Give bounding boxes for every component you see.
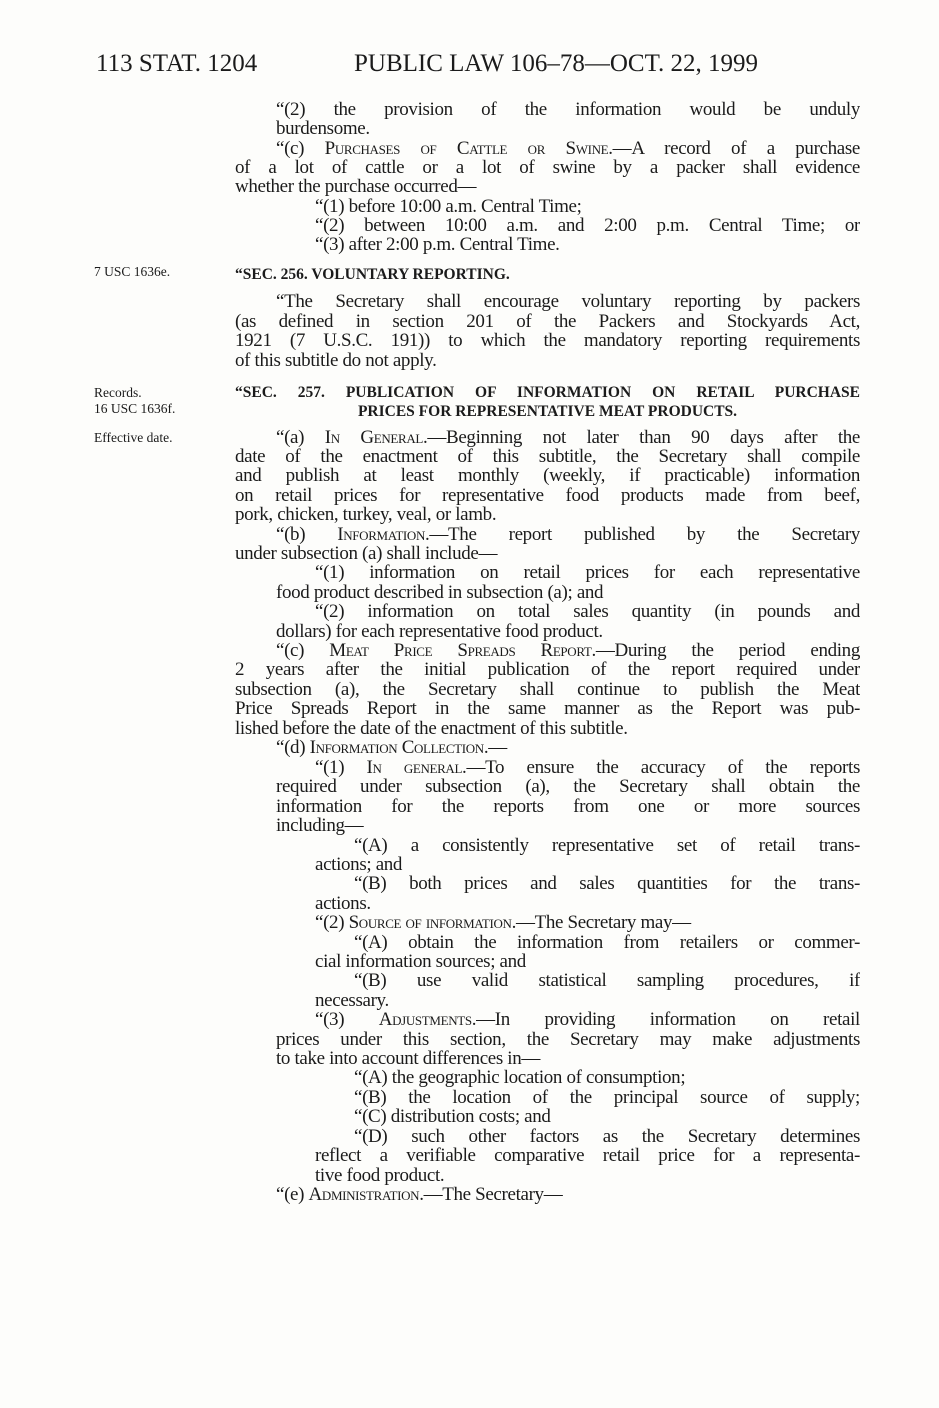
text-run: reflect a verifiable comparative retail price for a representa- [315, 1146, 860, 1166]
text-run: on retail prices for representative food products made from beef, [235, 486, 860, 506]
caption-small-caps: Information [337, 525, 425, 545]
margin-note-line: 16 USC 1636f. [94, 401, 176, 416]
margin-note-line: 7 USC 1636e. [94, 264, 171, 279]
text-line [315, 602, 860, 621]
text-line [315, 1146, 860, 1165]
text-line [315, 913, 860, 932]
text-run: necessary. [315, 990, 389, 1011]
caption-small-caps: In general [366, 758, 463, 778]
text-line [235, 719, 860, 738]
text-line [276, 777, 860, 796]
text-line [354, 836, 860, 855]
text-run: 1921 (7 U.S.C. 191)) to which the mandatory reporting requirements [235, 331, 860, 351]
text-line [235, 331, 860, 350]
text-run: “(b) [276, 525, 338, 545]
text-run: required under subsection (a), the Secretary shall obtain the [276, 777, 860, 797]
text-run: “(1) before 10:00 a.m. Central Time; [315, 196, 582, 217]
text-run: .— [483, 737, 507, 758]
text-line [315, 855, 860, 874]
margin-note [94, 430, 172, 446]
caption-small-caps: Adjustments [378, 1010, 472, 1030]
text-run: “(B) the location of the principal source of supply; [354, 1088, 860, 1108]
caption-small-caps: Administration [308, 1184, 420, 1205]
text-line [235, 466, 860, 485]
text-run: of this subtitle do not apply. [235, 350, 437, 371]
text-line [315, 1166, 860, 1185]
text-line [276, 139, 860, 158]
text-run: tive food product. [315, 1165, 445, 1186]
text-run: PRICES FOR REPRESENTATIVE MEAT PRODUCTS. [357, 403, 738, 420]
text-line [235, 660, 860, 679]
text-run: food product described in subsection (a); and [276, 582, 604, 603]
text-line [315, 563, 860, 582]
text-run: “(A) the geographic location of consumption; [354, 1067, 686, 1088]
text-run: Price Spreads Report in the same manner as the Report was pub- [235, 699, 860, 719]
text-line [315, 1010, 860, 1029]
text-run: actions. [315, 893, 371, 914]
text-run: “(2) [315, 912, 349, 933]
text-run: “(1) [315, 758, 367, 778]
text-run: .—To ensure the accuracy of the reports [462, 758, 860, 778]
text-line [235, 505, 860, 524]
text-line [235, 447, 860, 466]
margin-note-line: Effective date. [94, 430, 173, 445]
text-run: “(C) distribution costs; and [354, 1106, 551, 1127]
text-run: “The Secretary shall encourage voluntary reporting by packers [276, 292, 860, 312]
page-number-header: 113 STAT. 1204 [96, 50, 258, 77]
text-line [235, 680, 860, 699]
text-line [276, 1049, 860, 1068]
text-line [276, 583, 860, 602]
margin-note [94, 385, 175, 417]
text-line [315, 991, 860, 1010]
text-line [315, 197, 860, 216]
text-line [354, 874, 860, 893]
text-run: (as defined in section 201 of the Packers and Stockyards Act, [235, 312, 860, 332]
text-run: .—Beginning not later than 90 days after the [422, 428, 860, 448]
text-run: date of the enactment of this subtitle, the Secretary shall compile [235, 447, 860, 467]
text-line [276, 100, 860, 119]
text-line [354, 1127, 860, 1146]
section-heading-line [235, 402, 860, 421]
text-run: “(2) the provision of the information would be unduly [276, 100, 860, 120]
text-run: and publish at least monthly (weekly, if practicable) information [235, 466, 860, 486]
text-run: cial information sources; and [315, 951, 526, 972]
text-line [315, 758, 860, 777]
text-run: actions; and [315, 854, 403, 875]
text-line [276, 525, 860, 544]
text-line [354, 1107, 860, 1126]
text-run: “(B) both prices and sales quantities for the trans- [354, 874, 860, 894]
text-run: “(e) [276, 1184, 309, 1205]
text-run: lished before the date of the enactment of this subtitle. [235, 718, 628, 739]
text-run: 2 years after the initial publication of the report required under [235, 660, 860, 680]
text-run: “(c) [276, 139, 325, 159]
text-line [276, 1185, 860, 1204]
text-line [276, 292, 860, 311]
text-line [276, 797, 860, 816]
text-run: “(B) use valid statistical sampling procedures, if [354, 971, 860, 991]
text-line [354, 971, 860, 990]
section-heading-line [235, 265, 860, 284]
text-line [354, 1088, 860, 1107]
text-line [276, 641, 860, 660]
text-run: “SEC. 257. PUBLICATION OF INFORMATION ON RETAIL PURCHASE [235, 384, 860, 401]
text-line [235, 312, 860, 331]
text-line [315, 952, 860, 971]
text-line [315, 894, 860, 913]
running-title-header: PUBLIC LAW 106–78—OCT. 22, 1999 [354, 50, 759, 77]
text-run: .—The report published by the Secretary [425, 525, 860, 545]
text-line [354, 1068, 860, 1087]
text-run: “(1) information on retail prices for each representative [315, 563, 860, 583]
text-line [354, 933, 860, 952]
text-run: subsection (a), the Secretary shall continue to publish the Meat [235, 680, 860, 700]
text-run: .—The Secretary may— [511, 912, 691, 933]
text-line [235, 699, 860, 718]
text-run: “(3) [315, 1010, 379, 1030]
text-line [235, 177, 860, 196]
text-run: information for the reports from one or more sources [276, 797, 860, 817]
caption-small-caps: Source of information [348, 912, 512, 933]
text-run: “(3) after 2:00 p.m. Central Time. [315, 234, 560, 255]
text-line [235, 351, 860, 370]
text-run: .—During the period ending [591, 641, 860, 661]
text-line [276, 738, 860, 757]
text-run: including— [276, 815, 364, 836]
text-line [276, 622, 860, 641]
text-line [276, 1030, 860, 1049]
text-line [315, 235, 860, 254]
text-line [276, 428, 860, 447]
text-run: .—A record of a purchase [608, 139, 860, 159]
text-run: “(2) information on total sales quantity (in pounds and [315, 602, 860, 622]
text-line [235, 544, 860, 563]
text-run: dollars) for each representative food product. [276, 621, 603, 642]
section-heading-line [235, 383, 860, 402]
margin-note-line: Records. [94, 385, 142, 400]
text-run: .—In providing information on retail [471, 1010, 860, 1030]
text-run: “(D) such other factors as the Secretary determines [354, 1127, 860, 1147]
text-run: .—The Secretary— [419, 1184, 563, 1205]
text-run: “(A) a consistently representative set of retail trans- [354, 836, 860, 856]
text-run: to take into account differences in— [276, 1048, 541, 1069]
text-run: of a lot of cattle or a lot of swine by a packer shall evidence [235, 158, 860, 178]
text-line [315, 216, 860, 235]
text-run: “(2) between 10:00 a.m. and 2:00 p.m. Central Time; or [315, 216, 860, 236]
text-run: pork, chicken, turkey, veal, or lamb. [235, 504, 497, 525]
margin-note [94, 264, 170, 280]
text-run: burdensome. [276, 118, 370, 139]
text-run: “SEC. 256. VOLUNTARY REPORTING. [235, 266, 510, 283]
text-run: “(a) [276, 428, 325, 448]
caption-small-caps: In General [324, 428, 423, 448]
text-line [276, 816, 860, 835]
text-run: whether the purchase occurred— [235, 176, 477, 197]
text-run: “(d) [276, 737, 310, 758]
text-run: under subsection (a) shall include— [235, 543, 498, 564]
text-line [276, 119, 860, 138]
text-line [235, 486, 860, 505]
caption-small-caps: Information Collection [309, 737, 484, 758]
text-run: “(c) [276, 641, 330, 661]
text-run: prices under this section, the Secretary may make adjustments [276, 1030, 860, 1050]
text-run: “(A) obtain the information from retailers or commer- [354, 933, 860, 953]
text-line [235, 158, 860, 177]
caption-small-caps: Meat Price Spreads Report [329, 641, 592, 661]
caption-small-caps: Purchases of Cattle or Swine [324, 139, 609, 159]
